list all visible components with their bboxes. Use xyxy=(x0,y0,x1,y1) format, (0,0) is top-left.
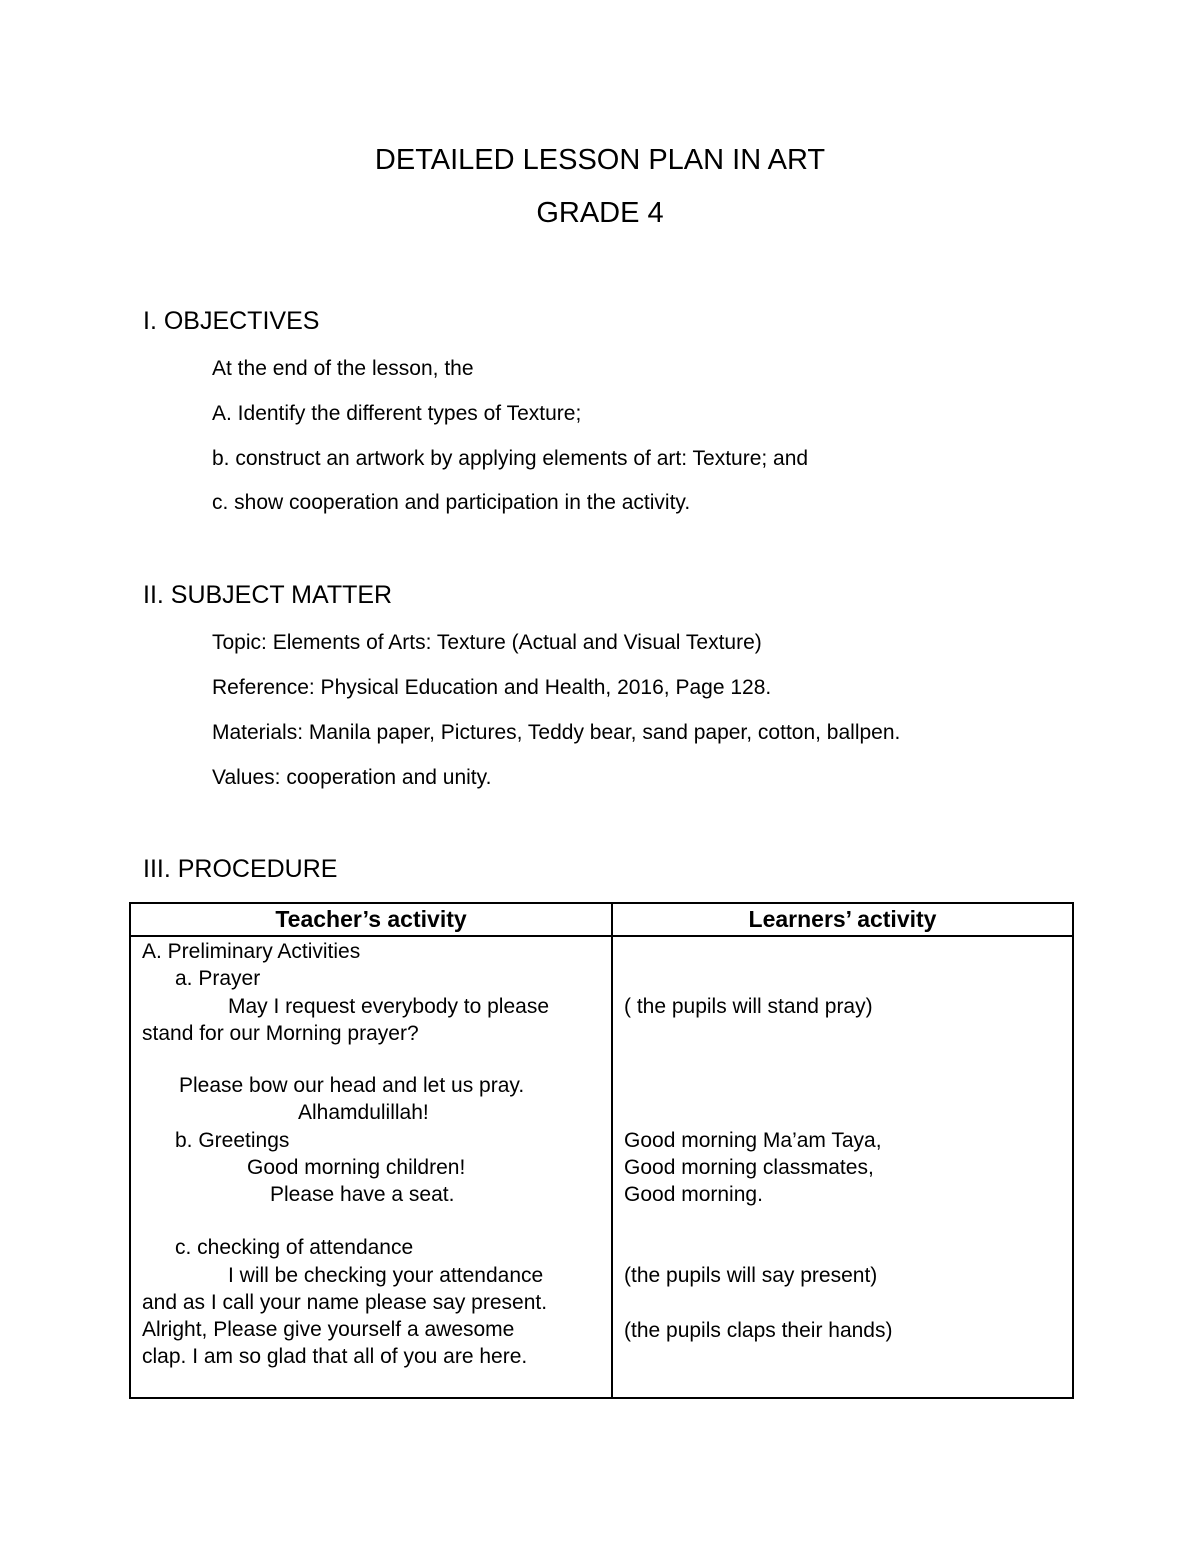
learner-line: ( the pupils will stand pray) xyxy=(624,995,873,1018)
subject-matter-heading: II. SUBJECT MATTER xyxy=(143,581,393,609)
teacher-line: stand for our Morning prayer? xyxy=(142,1022,419,1045)
teacher-activity-cell xyxy=(130,936,612,1398)
learner-line: Good morning classmates, xyxy=(624,1156,874,1179)
document-subtitle-grade: GRADE 4 xyxy=(536,197,664,229)
teacher-line: Please bow our head and let us pray. xyxy=(179,1074,525,1097)
teacher-line: I will be checking your attendance xyxy=(228,1264,544,1287)
subject-topic: Topic: Elements of Arts: Texture (Actual and Visual Texture) xyxy=(212,631,762,654)
teacher-line: May I request everybody to please xyxy=(228,995,550,1018)
teacher-line: and as I call your name please say present. xyxy=(142,1291,548,1314)
objectives-heading: I. OBJECTIVES xyxy=(143,307,320,335)
subject-reference: Reference: Physical Education and Health, 2016, Page 128. xyxy=(212,676,772,699)
teacher-line: c. checking of attendance xyxy=(175,1236,414,1259)
learner-line: (the pupils will say present) xyxy=(624,1264,878,1287)
procedure-table xyxy=(129,902,1074,1399)
teacher-activity-header: Teacher’s activity xyxy=(130,903,612,936)
teacher-line: b. Greetings xyxy=(175,1129,290,1152)
teacher-line: Alright, Please give yourself a awesome xyxy=(142,1318,515,1341)
learner-line: Good morning. xyxy=(624,1183,763,1206)
teacher-line: Alhamdulillah! xyxy=(298,1101,429,1124)
teacher-line: Please have a seat. xyxy=(270,1183,455,1206)
learner-line: Good morning Ma’am Taya, xyxy=(624,1129,882,1152)
subject-values: Values: cooperation and unity. xyxy=(212,766,492,789)
subject-materials: Materials: Manila paper, Pictures, Teddy bear, sand paper, cotton, ballpen. xyxy=(212,721,901,744)
procedure-heading: III. PROCEDURE xyxy=(143,855,338,883)
objectives-intro: At the end of the lesson, the xyxy=(212,357,474,380)
learner-activity-header: Learners’ activity xyxy=(612,903,1073,936)
learner-line: (the pupils claps their hands) xyxy=(624,1319,893,1342)
document-title: DETAILED LESSON PLAN IN ART xyxy=(374,144,826,176)
learner-activity-cell xyxy=(612,936,1073,1398)
teacher-line: clap. I am so glad that all of you are here. xyxy=(142,1345,528,1368)
objective-item: b. construct an artwork by applying elements of art: Texture; and xyxy=(212,447,809,470)
teacher-line: a. Prayer xyxy=(175,967,261,990)
teacher-line: Good morning children! xyxy=(247,1156,466,1179)
objective-item: A. Identify the different types of Texture; xyxy=(212,402,582,425)
objective-item: c. show cooperation and participation in the activity. xyxy=(212,491,691,514)
teacher-line: A. Preliminary Activities xyxy=(142,940,361,963)
